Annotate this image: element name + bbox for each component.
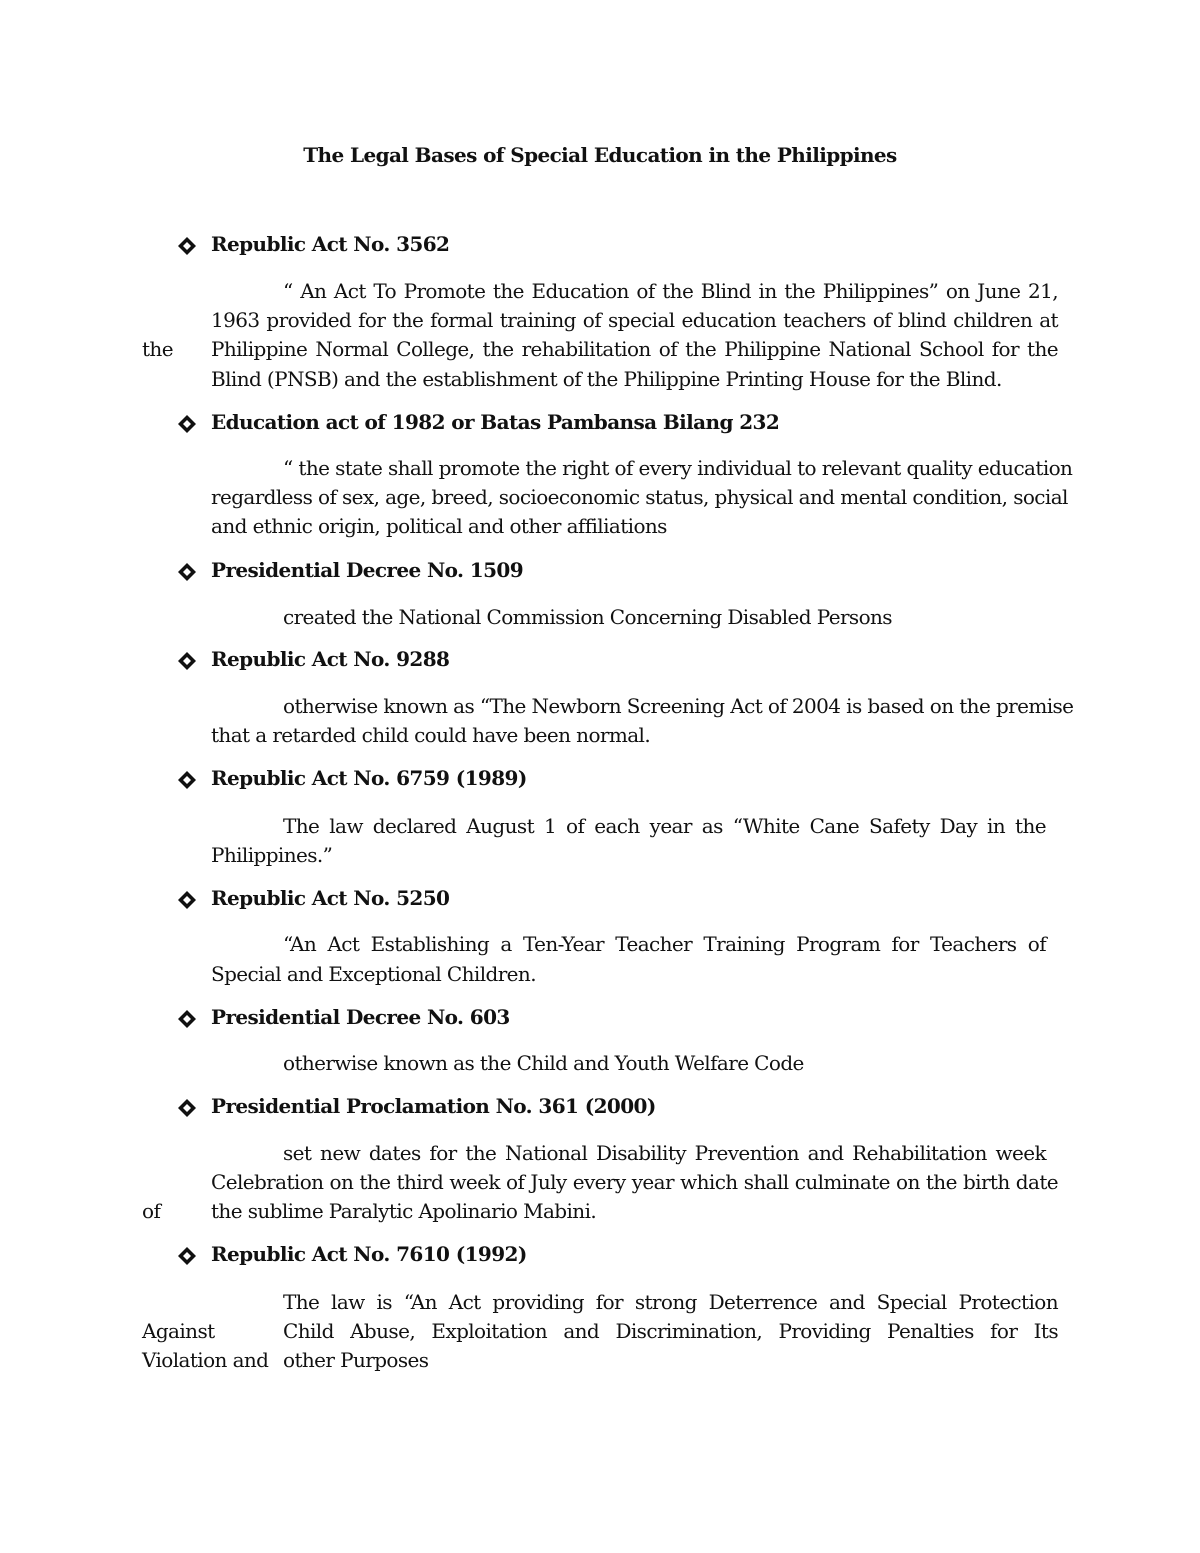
body-line: the sublime Paralytic Apolinario Mabini. [211,1199,597,1223]
diamond-bullet-icon [176,561,198,583]
body-line: Blind (PNSB) and the establishment of the Philippine Printing House for the Blind. [211,367,1002,391]
body-line: other Purposes [283,1348,429,1372]
section-heading: Republic Act No. 3562 [211,232,450,256]
body-line: The law declared August 1 of each year as “White Cane Safety Day in the [283,814,1046,838]
diamond-bullet-icon [176,1097,198,1119]
section-heading: Republic Act No. 7610 (1992) [211,1242,527,1266]
body-line: Special and Exceptional Children. [211,962,536,986]
document-title: The Legal Bases of Special Education in the Philippines [303,143,897,167]
body-line: 1963 provided for the formal training of special education teachers of blind children at [211,308,1058,332]
body-line: regardless of sex, age, breed, socioeconomic status, physical and mental condition, social [211,485,1068,509]
section-heading: Presidential Proclamation No. 361 (2000) [211,1094,656,1118]
diamond-bullet-icon [176,1008,198,1030]
section-heading: Presidential Decree No. 603 [211,1005,510,1029]
body-line: otherwise known as “The Newborn Screening Act of 2004 is based on the premise [283,694,1074,718]
diamond-bullet-icon [176,889,198,911]
body-line: Child Abuse, Exploitation and Discrimination, Providing Penalties for Its [283,1319,1058,1343]
margin-word: Violation and [142,1348,269,1372]
body-line: that a retarded child could have been normal. [211,723,651,747]
section-heading: Presidential Decree No. 1509 [211,558,524,582]
body-line: “ An Act To Promote the Education of the Blind in the Philippines” on June 21, [283,279,1058,303]
section-heading: Republic Act No. 5250 [211,886,450,910]
section-heading: Republic Act No. 9288 [211,647,450,671]
body-line: and ethnic origin, political and other affiliations [211,514,667,538]
body-line: Philippines.” [211,843,333,867]
body-line: set new dates for the National Disability Prevention and Rehabilitation week [283,1141,1046,1165]
diamond-bullet-icon [176,1245,198,1267]
section-heading: Education act of 1982 or Batas Pambansa Bilang 232 [211,410,780,434]
diamond-bullet-icon [176,235,198,257]
body-line: “An Act Establishing a Ten-Year Teacher Training Program for Teachers of [283,932,1046,956]
margin-word: of [142,1199,161,1223]
body-line: Philippine Normal College, the rehabilitation of the Philippine National School for the [211,337,1058,361]
diamond-bullet-icon [176,769,198,791]
margin-word: Against [142,1319,215,1343]
body-line: otherwise known as the Child and Youth Welfare Code [283,1051,804,1075]
section-heading: Republic Act No. 6759 (1989) [211,766,527,790]
diamond-bullet-icon [176,650,198,672]
body-line: created the National Commission Concerning Disabled Persons [283,605,892,629]
diamond-bullet-icon [176,413,198,435]
margin-word: the [142,337,173,361]
body-line: The law is “An Act providing for strong Deterrence and Special Protection [283,1290,1058,1314]
body-line: Celebration on the third week of July every year which shall culminate on the birth date [211,1170,1058,1194]
body-line: “ the state shall promote the right of every individual to relevant quality education [283,456,1073,480]
